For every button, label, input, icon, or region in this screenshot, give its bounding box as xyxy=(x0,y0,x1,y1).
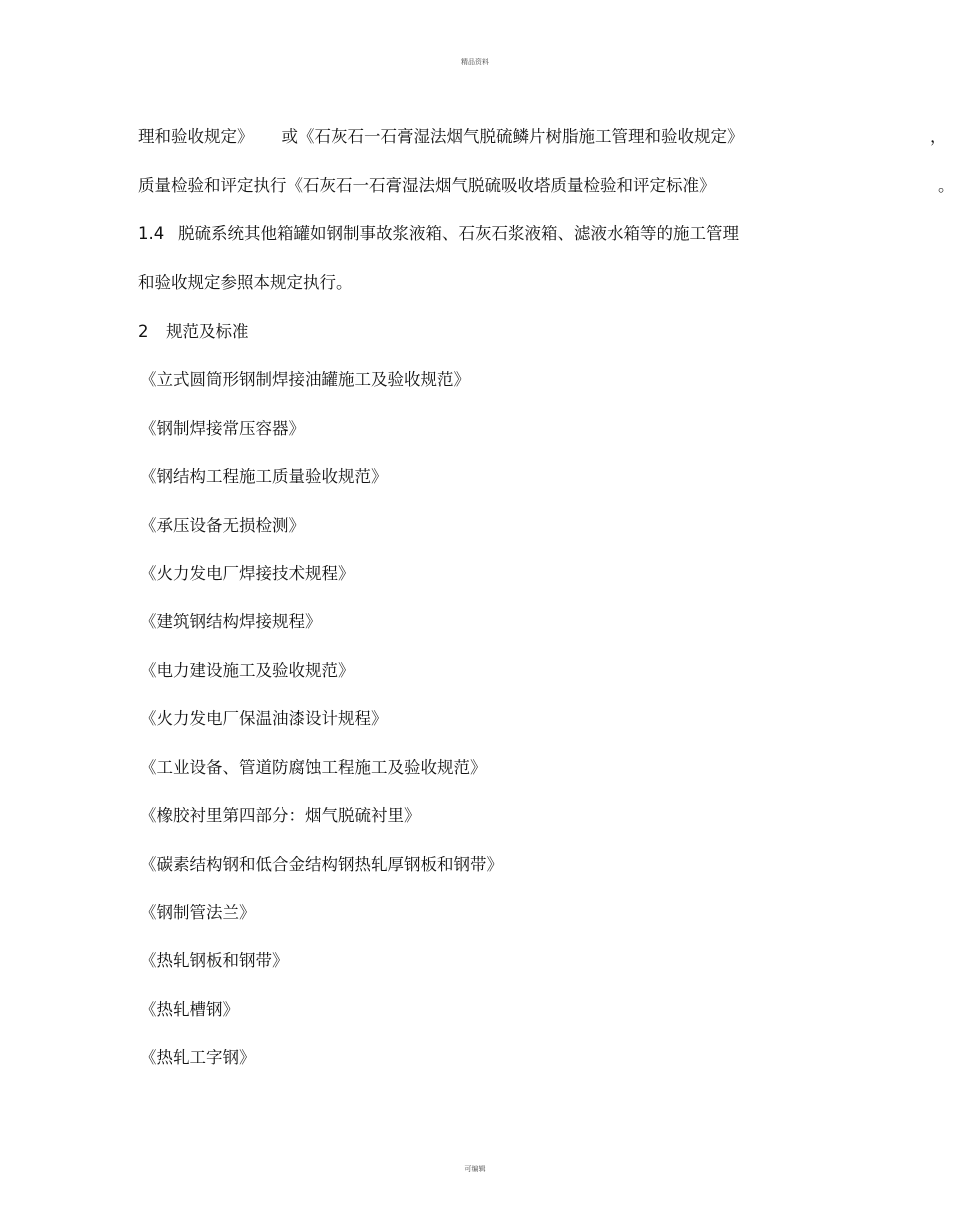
reference-item: 《火力发电厂焊接技术规程》 xyxy=(140,564,355,583)
reference-item: 《热轧工字钢》 xyxy=(140,1048,256,1067)
section-1-4 xyxy=(138,223,739,245)
reference-item: 《承压设备无损检测》 xyxy=(140,516,305,535)
paragraph-text: 脱硫系统其他箱罐如钢制事故浆液箱、石灰石浆液箱、滤液水箱等的施工管理 xyxy=(178,224,739,243)
page-header: 精品资料 xyxy=(461,58,489,66)
reference-item: 《建筑钢结构焊接规程》 xyxy=(140,612,322,631)
punctuation-comma: ， xyxy=(930,127,947,146)
page-footer: 可编辑 xyxy=(464,1165,486,1173)
paragraph-line-2 xyxy=(138,175,955,197)
punctuation-period: 。 xyxy=(938,176,955,195)
reference-item: 《电力建设施工及验收规范》 xyxy=(140,661,355,680)
reference-item: 《钢结构工程施工质量验收规范》 xyxy=(140,467,388,486)
paragraph-text: 质量检验和评定执行《石灰石一石膏湿法烟气脱硫吸收塔质量检验和评定标准》 xyxy=(138,176,716,195)
reference-item: 《热轧槽钢》 xyxy=(140,1000,239,1019)
reference-item: 《火力发电厂保温油漆设计规程》 xyxy=(140,709,388,728)
reference-item: 《碳素结构钢和低合金结构钢热轧厚钢板和钢带》 xyxy=(140,855,503,874)
reference-item: 《工业设备、管道防腐蚀工程施工及验收规范》 xyxy=(140,758,487,777)
paragraph-line-1 xyxy=(138,126,947,148)
section-title: 规范及标准 xyxy=(166,322,249,341)
paragraph-text: 或《石灰石一石膏湿法烟气脱硫鳞片树脂施工管理和验收规定》 xyxy=(281,127,744,146)
section-number: 2 xyxy=(138,322,149,341)
paragraph-text: 和验收规定参照本规定执行。 xyxy=(138,273,353,292)
reference-item: 《热轧钢板和钢带》 xyxy=(140,951,289,970)
section-2-heading xyxy=(138,321,249,343)
reference-item: 《立式圆筒形钢制焊接油罐施工及验收规范》 xyxy=(140,370,470,389)
paragraph-line-4 xyxy=(138,272,353,294)
reference-item: 《钢制焊接常压容器》 xyxy=(140,419,305,438)
paragraph-text: 理和验收规定》 xyxy=(138,127,254,146)
section-number: 1.4 xyxy=(138,224,165,243)
reference-item: 《钢制管法兰》 xyxy=(140,903,256,922)
reference-item: 《橡胶衬里第四部分：烟气脱硫衬里》 xyxy=(140,806,421,825)
